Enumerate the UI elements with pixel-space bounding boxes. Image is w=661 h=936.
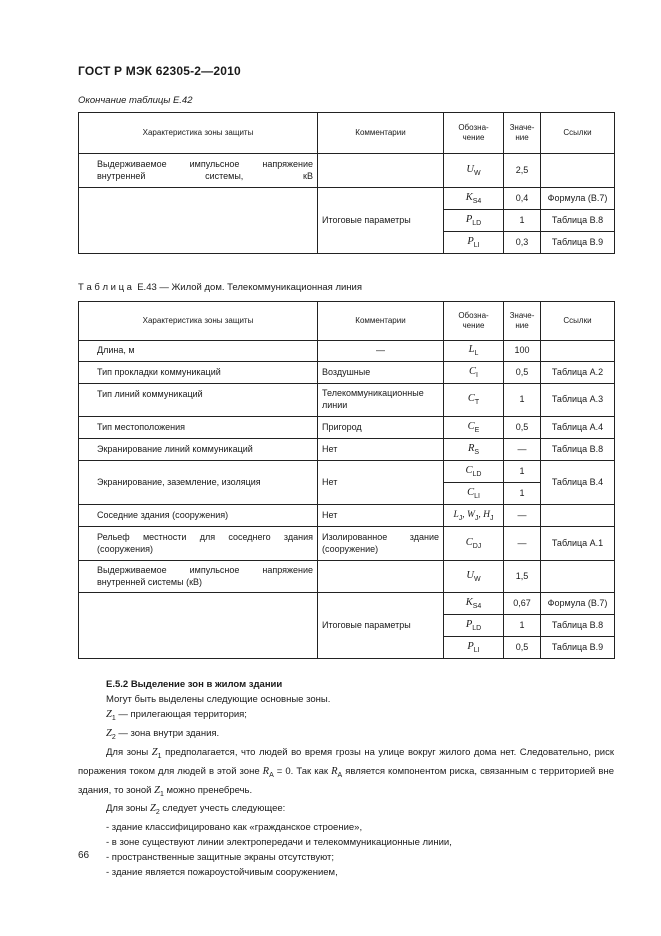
col-header-value: Значе- ние: [504, 302, 541, 341]
cell-symbol: $P_{LD}$: [444, 210, 504, 232]
list-item: - в зоне существуют линии электропередачи и телекоммуникационные линии,: [106, 837, 452, 849]
list-item: - здание является пожароустойчивым сооружением,: [106, 867, 338, 879]
cell-characteristic: [79, 593, 318, 659]
cell-comment: [318, 561, 444, 593]
cell-symbol: $C_E$: [444, 417, 504, 439]
zone-z1-item: $Z_1$ — прилегающая территория;: [106, 709, 247, 722]
table2-caption: Т а б л и ц а Е.43 — Жилой дом. Телекоммуникационная линия: [78, 282, 363, 293]
col-header-value: Значе- ние: [504, 113, 541, 154]
cell-value: 1: [504, 461, 541, 483]
cell-value: —: [504, 505, 541, 527]
table-row: [79, 593, 615, 615]
col-header-symbol: Обозна- чение: [444, 113, 504, 154]
col-header-comment: Комментарии: [318, 113, 444, 154]
section-e52: [78, 677, 614, 880]
list-item: - пространственные защитные экраны отсутствуют;: [106, 852, 335, 864]
cell-reference: Таблица В.8: [541, 615, 615, 637]
table-row: [79, 188, 615, 210]
table-row: [79, 461, 615, 483]
table-e42-end: [78, 112, 615, 254]
cell-value: 0,4: [504, 188, 541, 210]
table-row: [79, 154, 615, 188]
cell-symbol: $P_{LI}$: [444, 232, 504, 254]
cell-comment: Нет: [318, 439, 444, 461]
cell-reference: Таблица В.9: [541, 637, 615, 659]
page-number: 66: [78, 850, 90, 861]
cell-characteristic: Тип местоположения: [79, 417, 318, 439]
cell-reference: [541, 154, 615, 188]
cell-characteristic: Экранирование линий коммуникаций: [79, 439, 318, 461]
cell-characteristic: Выдерживаемое импульсное напряжение внутренней системы (кВ): [79, 561, 318, 593]
cell-value: 1: [504, 210, 541, 232]
col-header-symbol: Обозна- чение: [444, 302, 504, 341]
col-header-reference: Ссылки: [541, 113, 615, 154]
cell-reference: Таблица В.8: [541, 210, 615, 232]
cell-reference: [541, 505, 615, 527]
cell-characteristic: Выдерживаемое импульсное напряжение внутренней системы, кВ: [79, 154, 318, 188]
cell-value: —: [504, 527, 541, 561]
cell-value: 0,5: [504, 362, 541, 384]
table-row: [79, 527, 615, 561]
cell-characteristic: Длина, м: [79, 341, 318, 362]
cell-value: —: [504, 439, 541, 461]
cell-comment: —: [318, 341, 444, 362]
paragraph-zone-z1: Для зоны $Z_1$ предполагается, что людей во время грозы на улице вокруг жилого дома нет. Следовательно, риск поражения током для людей в этой зоне $R_A = 0$. Так как $R_A$ является компонентом риска, связанным с территорией вне здания, то зоной $Z_1$ можно пренебречь.: [78, 746, 614, 798]
cell-symbol: $C_{LI}$: [444, 483, 504, 505]
table-row: [79, 561, 615, 593]
cell-symbol: $C_T$: [444, 384, 504, 417]
cell-symbol: $K_{S4}$: [444, 593, 504, 615]
cell-comment: [318, 154, 444, 188]
cell-characteristic: [79, 188, 318, 254]
cell-symbol: $P_{LI}$: [444, 637, 504, 659]
cell-symbol: $U_W$: [444, 561, 504, 593]
cell-comment-summary: Итоговые параметры: [318, 593, 444, 659]
cell-comment: Воздушные: [318, 362, 444, 384]
cell-reference: Формула (В.7): [541, 188, 615, 210]
cell-symbol: $C_{DJ}$: [444, 527, 504, 561]
cell-reference: Таблица А.1: [541, 527, 615, 561]
table-row: [79, 417, 615, 439]
cell-value: 1: [504, 615, 541, 637]
cell-comment: Пригород: [318, 417, 444, 439]
col-header-reference: Ссылки: [541, 302, 615, 341]
cell-reference: Таблица А.3: [541, 384, 615, 417]
col-header-comment: Комментарии: [318, 302, 444, 341]
col-header-characteristic: Характеристика зоны защиты: [79, 113, 318, 154]
cell-value: 0,5: [504, 417, 541, 439]
cell-value: 1,5: [504, 561, 541, 593]
cell-value: 0,67: [504, 593, 541, 615]
cell-characteristic: Тип прокладки коммуникаций: [79, 362, 318, 384]
cell-symbol: $L_J$, $W_J$, $H_J$: [444, 505, 504, 527]
cell-comment: Нет: [318, 461, 444, 505]
cell-comment-summary: Итоговые параметры: [318, 188, 444, 254]
cell-symbol: $R_S$: [444, 439, 504, 461]
cell-value: 1: [504, 384, 541, 417]
cell-comment: Нет: [318, 505, 444, 527]
section-intro: Могут быть выделены следующие основные зоны.: [106, 694, 331, 705]
cell-reference: Таблица А.2: [541, 362, 615, 384]
cell-comment: Телекоммуникационные линии: [318, 384, 444, 417]
cell-characteristic: Соседние здания (сооружения): [79, 505, 318, 527]
cell-symbol: $K_{S4}$: [444, 188, 504, 210]
cell-symbol: $C_{LD}$: [444, 461, 504, 483]
cell-comment: Изолированное здание (сооружение): [318, 527, 444, 561]
cell-characteristic: Тип линий коммуникаций: [79, 384, 318, 417]
cell-characteristic: Рельеф местности для соседнего здания (сооружения): [79, 527, 318, 561]
paragraph-zone-z2: Для зоны $Z_2$ следует учесть следующее:: [106, 803, 286, 817]
cell-reference: Таблица А.4: [541, 417, 615, 439]
cell-reference: [541, 561, 615, 593]
cell-value: 1: [504, 483, 541, 505]
zone-z2-item: $Z_2$ — зона внутри здания.: [106, 727, 220, 741]
table-row: [79, 362, 615, 384]
table1-caption: Окончание таблицы Е.42: [78, 95, 193, 106]
cell-reference: Таблица В.8: [541, 439, 615, 461]
cell-reference: [541, 341, 615, 362]
table-row: [79, 439, 615, 461]
cell-value: 0,3: [504, 232, 541, 254]
table-e43: [78, 301, 615, 659]
cell-value: 100: [504, 341, 541, 362]
table-row: [79, 384, 615, 417]
cell-symbol: $C_I$: [444, 362, 504, 384]
list-item: - здание классифицировано как «гражданское строение»,: [106, 822, 363, 834]
table-row: [79, 341, 615, 362]
cell-value: 0,5: [504, 637, 541, 659]
cell-reference: Таблица В.4: [541, 461, 615, 505]
section-title: Е.5.2 Выделение зон в жилом здании: [106, 679, 283, 690]
cell-value: 2,5: [504, 154, 541, 188]
cell-symbol: $P_{LD}$: [444, 615, 504, 637]
cell-characteristic: Экранирование, заземление, изоляция: [79, 461, 318, 505]
cell-reference: Таблица В.9: [541, 232, 615, 254]
page-header: ГОСТ Р МЭК 62305-2—2010: [78, 64, 241, 78]
cell-symbol: $L_L$: [444, 341, 504, 362]
table-row: [79, 505, 615, 527]
cell-reference: Формула (В.7): [541, 593, 615, 615]
col-header-characteristic: Характеристика зоны защиты: [79, 302, 318, 341]
cell-symbol: $U_W$: [444, 154, 504, 188]
